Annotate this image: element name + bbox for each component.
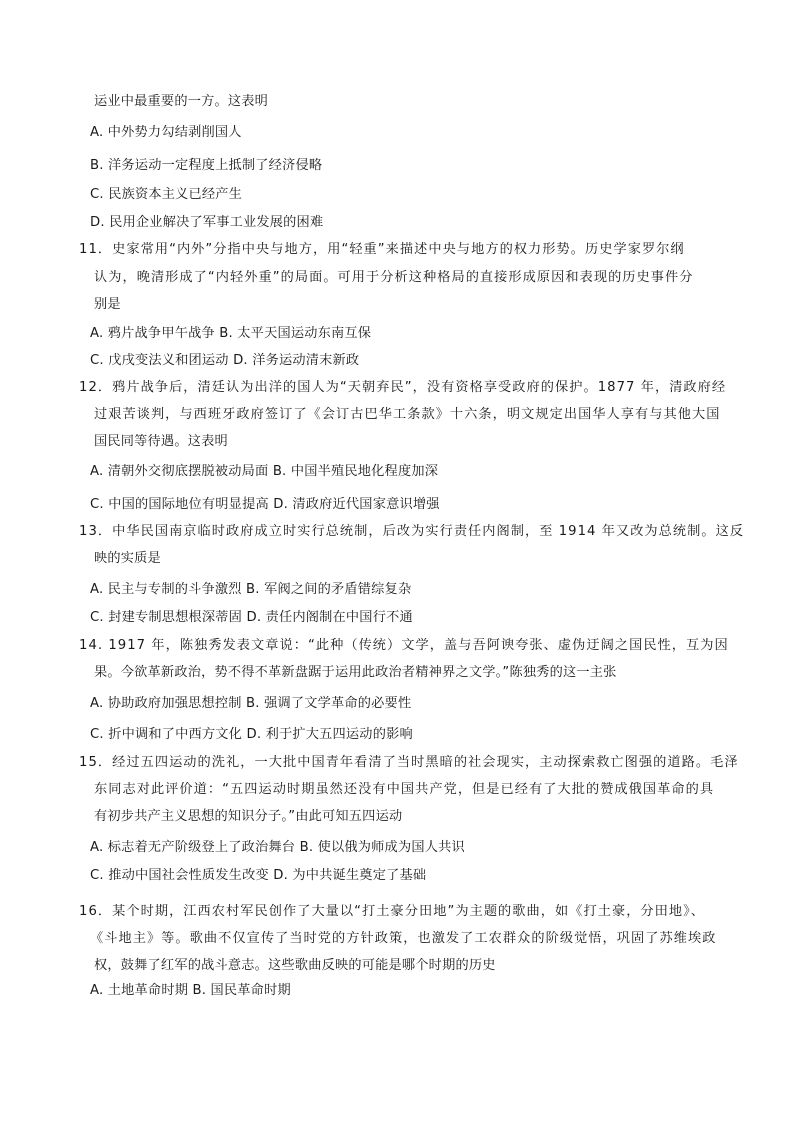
question-16-stem-line1: 16．某个时期，江西农村军民创作了大量以“打土豪分田地”为主题的歌曲，如《打土豪，分田地》、 [79, 904, 706, 919]
q10-option-c: C. 民族资本主义已经产生 [90, 187, 243, 202]
q16-options-ab: A. 土地革命时期 B. 国民革命时期 [90, 983, 291, 998]
question-11-stem-line1: 11．史家常用“内外”分指中央与地方，用“轻重”来描述中央与地方的权力形势。历史学家罗尔纲 [79, 242, 685, 257]
q15-options-ab: A. 标志着无产阶级登上了政治舞台 B. 使以俄为师成为国人共识 [90, 840, 465, 855]
q15-options-cd: C. 推动中国社会性质发生改变 D. 为中共诞生奠定了基础 [90, 868, 427, 883]
question-12-stem-line2: 过艰苦谈判，与西班牙政府签订了《会订古巴华工条款》十六条，明文规定出国华人享有与其他大国 [94, 407, 721, 422]
q10-option-d: D. 民用企业解决了军事工业发展的困难 [90, 215, 324, 230]
q14-options-cd: C. 折中调和了中西方文化 D. 利于扩大五四运动的影响 [90, 727, 413, 742]
q12-options-ab: A. 清朝外交彻底摆脱被动局面 B. 中国半殖民地化程度加深 [90, 464, 439, 479]
question-14-stem-line1: 14. 1917 年，陈独秀发表文章说：“此种（传统）文学，盖与吾阿谀夸张、虚伪迂阔之国民性，互为因 [79, 638, 729, 653]
question-12-stem-line1: 12．鸦片战争后，清廷认为出洋的国人为“天朝弃民”，没有资格享受政府的保护。1877 年，清政府经 [79, 380, 727, 395]
question-10-stem-end: 运业中最重要的一方。这表明 [94, 94, 269, 109]
question-16-stem-line2: 《斗地主》等。歌曲不仅宣传了当时党的方针政策，也激发了工农群众的阶级觉悟，巩固了苏维埃政 [90, 931, 717, 946]
q11-options-ab: A. 鸦片战争甲午战争 B. 太平天国运动东南互保 [90, 326, 372, 341]
question-16-stem-line3: 权，鼓舞了红军的战斗意志。这些歌曲反映的可能是哪个时期的历史 [94, 958, 496, 973]
question-11-stem-line3: 别是 [94, 297, 121, 312]
q11-options-cd: C. 戊戌变法义和团运动 D. 洋务运动清末新政 [90, 353, 360, 368]
question-14-stem-line2: 果。今欲革新政治，势不得不革新盘踞于运用此政治者精神界之文学。”陈独秀的这一主张 [94, 665, 617, 680]
question-15-stem-line1: 15．经过五四运动的洗礼，一大批中国青年看清了当时黑暗的社会现实，主动探索救亡图强的道路。毛泽 [79, 755, 739, 770]
question-13-stem-line2: 映的实质是 [94, 551, 161, 566]
question-15-stem-line3: 有初步共产主义思想的知识分子。”由此可知五四运动 [94, 809, 403, 824]
q10-option-b: B. 洋务运动一定程度上抵制了经济侵略 [90, 158, 323, 173]
question-15-stem-line2: 东同志对此评价道：“五四运动时期虽然还没有中国共产党，但是已经有了大批的赞成俄国革命的具 [94, 782, 715, 797]
q10-option-a: A. 中外势力勾结剥削国人 [90, 125, 242, 140]
q13-options-cd: C. 封建专制思想根深蒂固 D. 责任内阁制在中国行不通 [90, 610, 413, 625]
q13-options-ab: A. 民主与专制的斗争激烈 B. 军阀之间的矛盾错综复杂 [90, 582, 412, 597]
question-12-stem-line3: 国民同等待遇。这表明 [94, 434, 228, 449]
question-11-stem-line2: 认为，晚清形成了“内轻外重”的局面。可用于分析这种格局的直接形成原因和表现的历史事件分 [94, 270, 694, 285]
question-13-stem-line1: 13．中华民国南京临时政府成立时实行总统制，后改为实行责任内阁制，至 1914 年又改为总统制。这反 [79, 524, 745, 539]
q14-options-ab: A. 协助政府加强思想控制 B. 强调了文学革命的必要性 [90, 696, 412, 711]
q12-options-cd: C. 中国的国际地位有明显提高 D. 清政府近代国家意识增强 [90, 497, 440, 512]
